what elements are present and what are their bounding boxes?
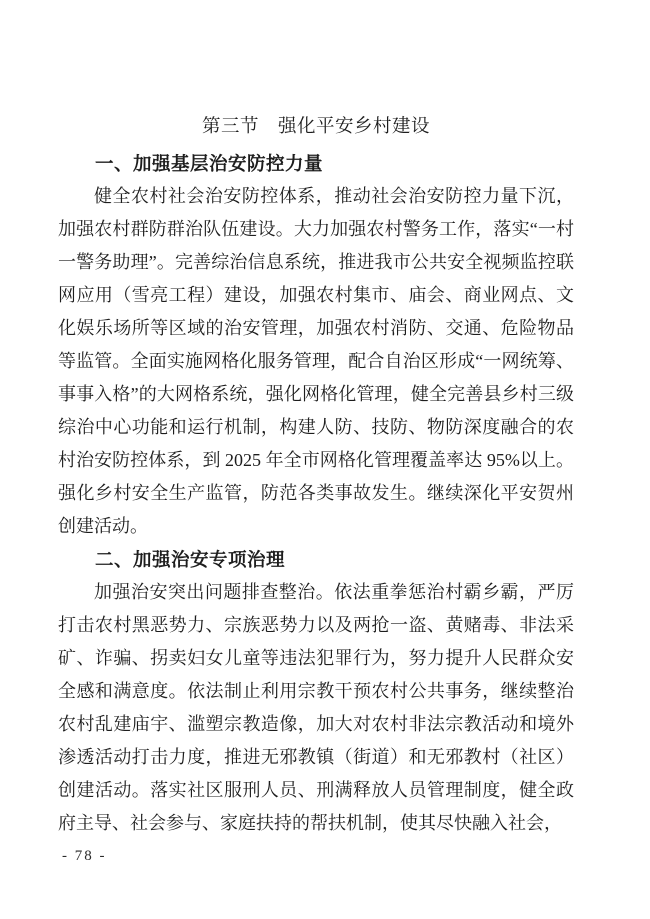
page-number: - 78 - xyxy=(62,848,107,864)
section-special-governance xyxy=(58,543,574,840)
paragraph: 加强治安突出问题排查整治。依法重拳惩治村霸乡霸，严厉打击农村黑恶势力、宗族恶势力以及两抢一盗、黄赌毒、非法采矿、诈骗、拐卖妇女儿童等违法犯罪行为，努力提升人民群众安全感和满意度。依法制止利用宗教干预农村公共事务，继续整治农村乱建庙宇、滥塑宗教造像，加大对农村非法宗教活动和境外渗透活动打击力度，推进无邪教镇（街道）和无邪教村（社区）创建活动。落实社区服刑人员、刑满释放人员管理制度，健全政府主导、社会参与、家庭扶持的帮扶机制，使其尽快融入社会， xyxy=(58,582,574,833)
paragraph: 健全农村社会治安防控体系，推动社会治安防控力量下沉，加强农村群防群治队伍建设。大力加强农村警务工作，落实“一村一警务助理”。完善综治信息系统，推进我市公共安全视频监控联网应用（雪亮工程）建设，加强农村集市、庙会、商业网点、文化娱乐场所等区域的治安管理，加强农村消防、交通、危险物品等监管。全面实施网格化服务管理，配合自治区形成“一网统筹、事事入格”的大网格系统，强化网格化管理，健全完善县乡村三级综治中心功能和运行机制，构建人防、技防、物防深度融合的农村治安防控体系，到 2025 年全市网格化管理覆盖率达 95%以上。强化乡村安全生产监管，防范各类事故发生。继续深化平安贺州创建活动。 xyxy=(58,186,574,536)
page-title: 第三节 强化平安乡村建设 xyxy=(201,117,430,137)
section-heading: 一、加强基层治安防控力量 xyxy=(95,153,324,174)
document-content xyxy=(58,110,574,840)
section-public-security-forces xyxy=(58,147,574,543)
section-heading: 二、加强治安专项治理 xyxy=(95,549,286,570)
